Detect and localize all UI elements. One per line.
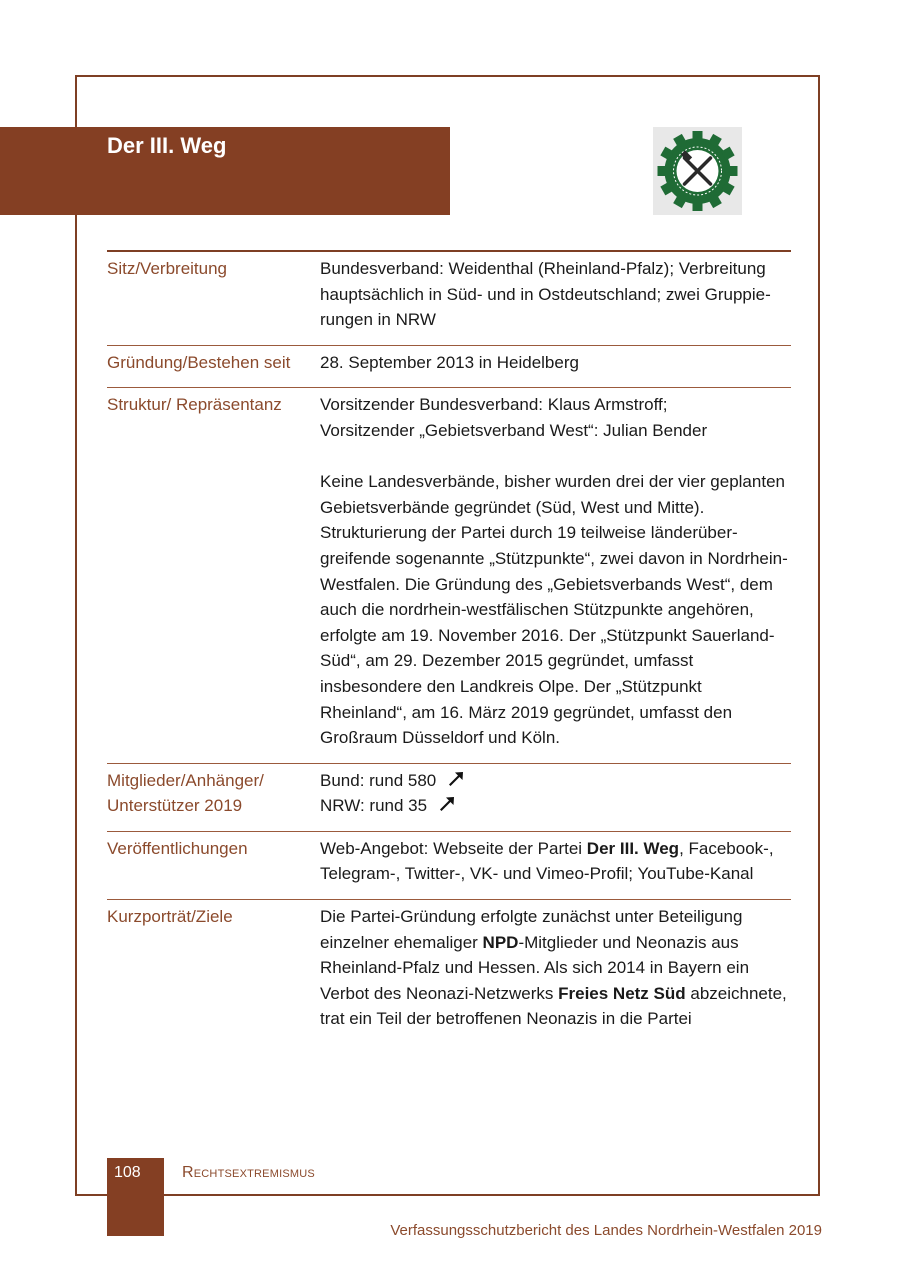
row-value [320,768,791,819]
gear-hammer-sword-emblem-icon [653,127,742,215]
row-label: Veröffentlichungen [107,838,248,858]
members-federal: Bund: rund 580 [320,770,437,790]
text-run: Web-Angebot: Webseite der Partei [320,838,587,858]
info-table [107,250,791,1044]
table-row [107,764,791,832]
text-run: Die Partei-Gründung erfolgte zunächst unter Beteiligung einzelner ehemaliger [320,907,743,952]
label-line: Unterstützer 2019 [107,796,243,816]
chair-west: Vorsitzender „Gebietsverband West“: Julian Bender [320,420,708,440]
arrow-up-right-icon [438,795,456,813]
label-line: Mitglieder/Anhänger/ [107,770,264,790]
row-label: Struktur/ Repräsentanz [107,395,282,415]
table-row [107,346,791,389]
report-title: Verfassungsschutzbericht des Landes Nordrhein-Westfalen 2019 [390,1222,822,1239]
table-row [107,252,791,346]
row-value [320,904,791,1032]
party-name: NPD [482,932,519,952]
table-row [107,900,791,1044]
page-title: Der III. Weg [107,133,227,158]
structure-paragraph: Keine Landesverbände, bisher wurden drei der vier geplanten Gebietsverbände gegründet (Süd, West und Mitte). Strukturierung der Partei durch 19 teilweise länderübergreifende sogenannte „Stützpunkte“, zwei davon in Nordrhein-Westfalen. Die Gründung des „Gebietsverbands West“, dem auch die nordrhein-westfälischen Stützpunkte angehören, erfolgte am 19. November 2016. Der „Stützpunkt Sauerland-Süd“, am 29. Dezember 2015 gegründet, umfasst insbesondere den Landkreis Olpe. Der „Stützpunkt Rheinland“, am 16. März 2019 gegründet, umfasst den Großraum Düsseldorf und Köln. [320,472,788,748]
party-logo [653,127,742,215]
page-number: 108 [114,1164,141,1181]
network-name: Freies Netz Süd [558,983,686,1003]
arrow-up-right-icon [447,770,465,788]
table-row [107,388,791,763]
row-label: Kurzporträt/Ziele [107,907,233,927]
party-name: Der III. Weg [586,838,680,858]
row-label: Sitz/Verbreitung [107,259,228,278]
row-label [107,768,320,819]
section-title: Rechtsextremismus [182,1164,315,1181]
chair-federal: Vorsitzender Bundesverband: Klaus Armstroff; [320,395,668,415]
row-label: Gründung/Bestehen seit [107,352,291,372]
row-value [320,392,791,750]
members-nrw: NRW: rund 35 [320,796,428,816]
table-row [107,832,791,900]
text-run: abzeichnete, trat ein Teil der betroffenen Neonazis in die Partei [320,983,787,1029]
row-value: Bundesverband: Weidenthal (Rheinland-Pfalz); Verbreitung hauptsächlich in Süd- und in Ostdeutschland; zwei Gruppierungen in NRW [320,259,771,330]
text-run: -Mitglieder und Neonazis aus Rheinland-Pfalz und Hessen. Als sich 2014 in Bayern ein Verbot des Neonazi-Netzwerks [320,932,750,1003]
row-value [320,836,791,887]
text-run: , Facebook-, Telegram-, Twitter-, VK- und Vimeo-Profil; YouTube-Kanal [320,838,774,884]
row-value: 28. September 2013 in Heidelberg [320,352,579,372]
